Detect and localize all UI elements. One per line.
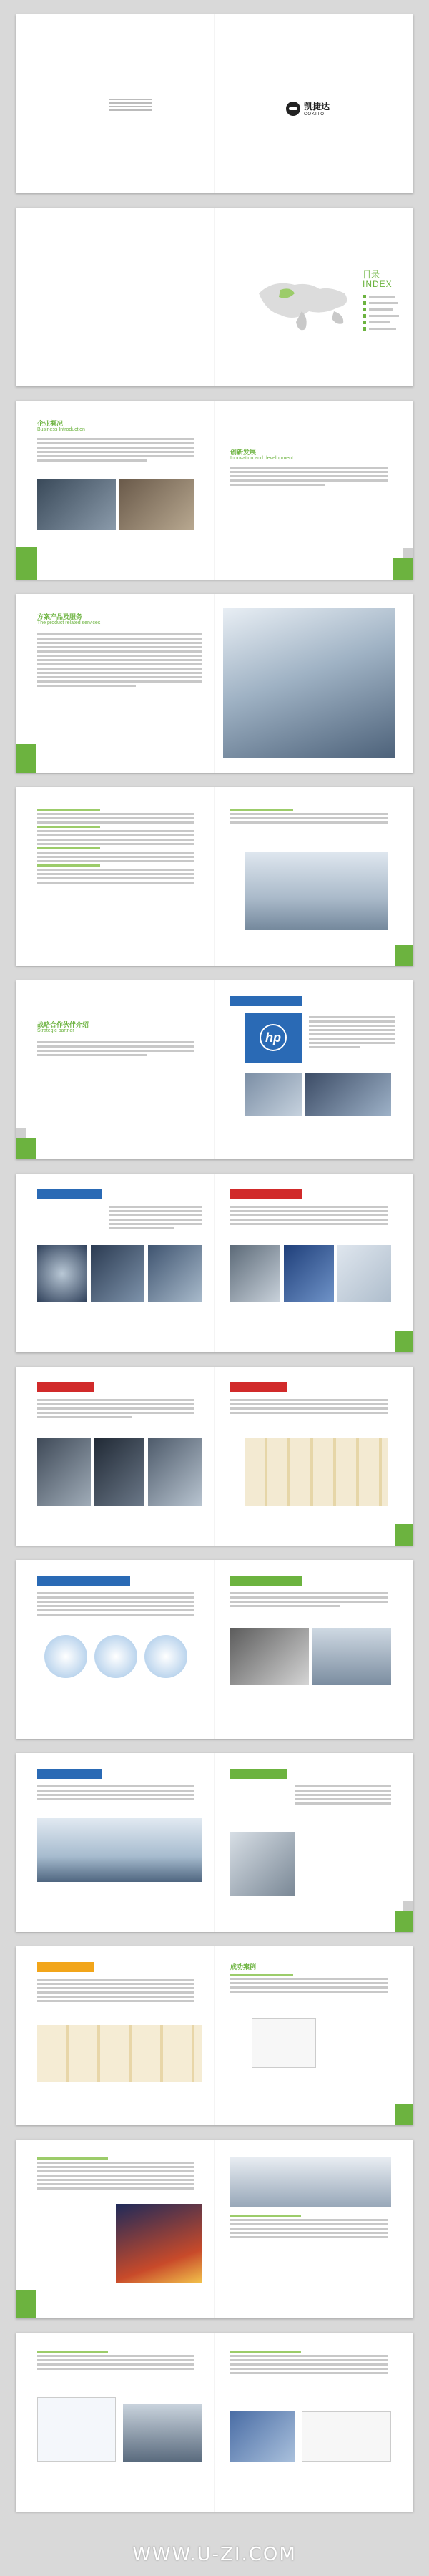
building-photo [312, 1628, 391, 1685]
partner-text-right [230, 1399, 388, 1416]
partner-tag-blue-left [37, 1769, 102, 1779]
server-photo [245, 1073, 302, 1116]
services-detail-left [37, 809, 194, 886]
spread-gutter [214, 1560, 215, 1739]
partner-tag-red-right [230, 1382, 287, 1392]
cables-photo [230, 1628, 309, 1685]
spread-gutter [214, 14, 215, 193]
partners-text [37, 1041, 194, 1058]
index-item[interactable] [363, 295, 402, 298]
partner-photo-3 [148, 1245, 202, 1302]
partner-tag-blue [37, 1189, 102, 1199]
cases-spread [16, 1946, 413, 2125]
datacenter-photo [305, 1073, 391, 1116]
cases-right-text [230, 2351, 388, 2376]
about-spread [16, 401, 413, 580]
hp-logo-box [245, 1013, 302, 1063]
cover-spread [16, 14, 413, 193]
partner-text-left [109, 1206, 202, 1231]
about-right-text [230, 467, 388, 488]
partner-photo-7 [37, 1438, 91, 1506]
logo-mark-icon [286, 102, 300, 116]
office-building-photo [123, 2404, 202, 2462]
partner-tag-orange [37, 1962, 94, 1972]
train-photo [230, 2157, 391, 2207]
corner-green-small [393, 558, 413, 580]
spread-gutter [214, 980, 215, 1159]
index-item[interactable] [363, 327, 402, 331]
partner-tag-red-left [37, 1382, 94, 1392]
partner-tag-red [230, 1189, 302, 1199]
corner-green-block [16, 1138, 36, 1159]
cases-right-diagram [302, 2411, 391, 2462]
spread-gutter [214, 208, 215, 386]
spread-gutter [214, 1946, 215, 2125]
about-title: 企业概况 [37, 420, 64, 427]
spread-gutter [214, 1753, 215, 1932]
awards-photo [37, 2025, 202, 2082]
city-photo [245, 852, 388, 930]
corner-gray-block [16, 1128, 26, 1138]
network-diagram [37, 2397, 116, 2462]
services-spread [16, 594, 413, 773]
cover-small-print [109, 99, 152, 111]
partners-blue-red-spread [16, 1174, 413, 1352]
partners-title: 战略合作伙伴介绍 [37, 1021, 89, 1028]
corner-green-block [16, 547, 37, 580]
partner-photo-6 [337, 1245, 391, 1302]
office-photo [37, 479, 116, 530]
airport-photo [37, 1818, 202, 1882]
cases-title: 成功案例 [230, 1963, 257, 1971]
spread-gutter [214, 2140, 215, 2318]
services-text [37, 633, 202, 689]
corner-green-block [16, 2290, 36, 2318]
corner-green-small [395, 1524, 413, 1546]
corner-green-small [395, 945, 413, 966]
partner-photo-5 [284, 1245, 334, 1302]
disk-graphic [44, 1631, 194, 1682]
spread-gutter [214, 1367, 215, 1546]
partner-text-right [230, 1592, 388, 1609]
certificate-photo [245, 1438, 388, 1506]
corner-gray-block [403, 1901, 413, 1911]
partners-blue-green-spread [16, 1560, 413, 1739]
partner-photo-4 [230, 1245, 280, 1302]
corner-green-small [395, 1331, 413, 1352]
index-list [363, 295, 402, 333]
cases-right-photo [230, 2411, 295, 2462]
partner-photo-1 [37, 1245, 87, 1302]
watermark: WWW.U-ZI.COM [132, 2544, 297, 2565]
company-en: COKITO [304, 112, 325, 117]
hp-text [309, 1016, 395, 1050]
corner-green-block [16, 744, 36, 773]
index-item[interactable] [363, 321, 402, 324]
partner-text-left [37, 1785, 194, 1802]
spread-gutter [214, 2333, 215, 2512]
partners-spread [16, 980, 413, 1159]
corner-green-small [395, 2104, 413, 2125]
meeting-photo [119, 479, 194, 530]
about-right-title: 创新发展 [230, 449, 257, 456]
hp-tag-bar [230, 996, 302, 1006]
corner-gray-block [403, 548, 413, 558]
index-title-cn: 目录 [363, 270, 380, 280]
cases-right-text [230, 2215, 388, 2240]
cover-logo [286, 100, 330, 117]
partner-text-right [295, 1785, 391, 1807]
spread-gutter [214, 594, 215, 773]
skyscraper-photo [223, 608, 395, 758]
index-title-en: INDEX [363, 279, 393, 289]
partner-tag-green-right [230, 1576, 302, 1586]
world-map-graphic [252, 272, 359, 336]
about-text [37, 438, 194, 464]
cases-text [230, 1974, 388, 1995]
partners-blue-green-spread-2 [16, 1753, 413, 1932]
spread-gutter [214, 787, 215, 966]
partner-text-left [37, 1399, 194, 1420]
index-spread [16, 208, 413, 386]
services-detail-right [230, 809, 388, 826]
orange-text [37, 1979, 194, 2004]
spread-gutter [214, 1174, 215, 1352]
services-subtitle: The product related services [37, 620, 101, 625]
index-item[interactable] [363, 301, 402, 305]
spread-gutter [214, 401, 215, 580]
partner-photo-2 [91, 1245, 144, 1302]
partner-text-right [230, 1206, 388, 1227]
chess-photo [230, 1832, 295, 1896]
cases-spread-2 [16, 2140, 413, 2318]
cases-diagram [252, 2018, 316, 2068]
cases-left-text [37, 2157, 194, 2192]
partner-photo-8 [94, 1438, 144, 1506]
partner-tag-green-right [230, 1769, 287, 1779]
partner-photo-9 [148, 1438, 202, 1506]
hp-logo-icon: hp [260, 1024, 287, 1051]
services-title: 方案产品及服务 [37, 613, 83, 620]
partners-subtitle: Strategic partner [37, 1028, 74, 1033]
index-item[interactable] [363, 308, 402, 311]
cases-left-text [37, 2351, 194, 2372]
partner-text-left [37, 1592, 194, 1618]
partners-red-spread [16, 1367, 413, 1546]
company-name: 凯捷达 [304, 102, 330, 112]
about-right-subtitle: Innovation and development [230, 456, 293, 461]
services-detail-spread [16, 787, 413, 966]
partner-tag-blue-left [37, 1576, 130, 1586]
corner-green-small [395, 1911, 413, 1932]
index-item[interactable] [363, 314, 402, 318]
about-subtitle: Business Introduction [37, 427, 85, 432]
cases-spread-3 [16, 2333, 413, 2512]
highway-photo [116, 2204, 202, 2283]
